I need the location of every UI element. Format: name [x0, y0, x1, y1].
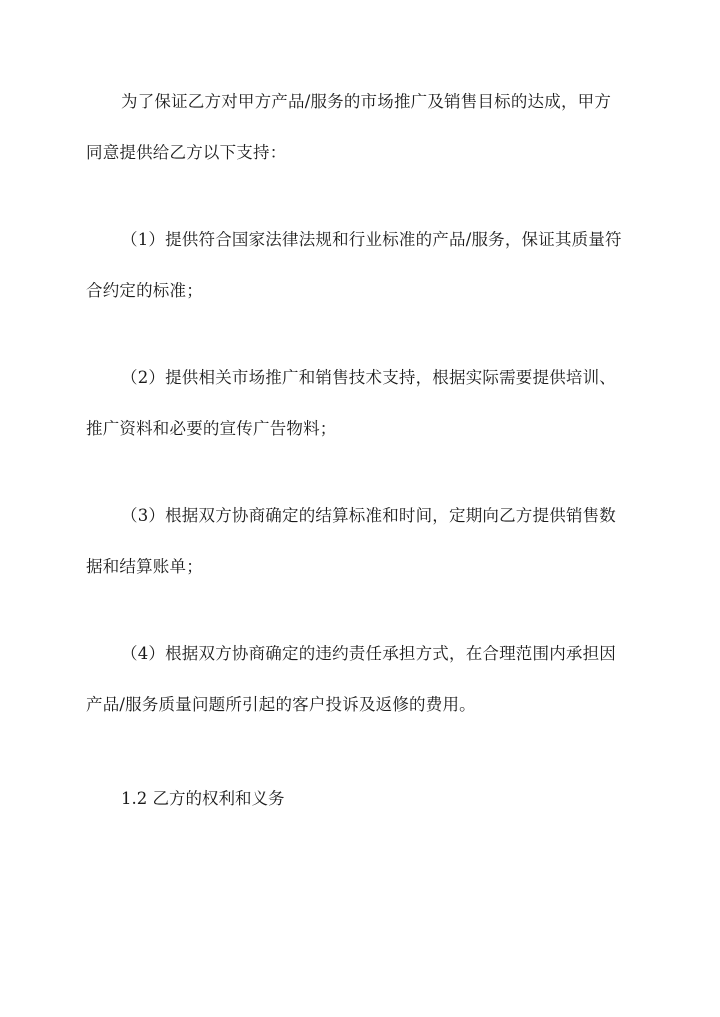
paragraph-intro [86, 76, 634, 178]
paragraph-line: （1）提供符合国家法律法规和行业标准的产品/服务，保证其质量符 [121, 230, 622, 249]
paragraph-line: 合约定的标准； [86, 281, 203, 300]
paragraph-item-3 [86, 490, 634, 592]
paragraph-line: 为了保证乙方对甲方产品/服务的市场推广及销售目标的达成，甲方 [121, 92, 612, 111]
paragraph-line: （3）根据双方协商确定的结算标准和时间，定期向乙方提供销售数 [121, 506, 616, 525]
paragraph-line: 产品/服务质量问题所引起的客户投诉及返修的费用。 [86, 695, 476, 714]
paragraph-line: 据和结算账单； [86, 557, 203, 576]
paragraph-item-4 [86, 628, 634, 730]
paragraph-item-1 [86, 214, 634, 316]
paragraph-line: 同意提供给乙方以下支持： [86, 143, 287, 162]
paragraph-line: （4）根据双方协商确定的违约责任承担方式，在合理范围内承担因 [121, 644, 616, 663]
paragraph-item-2 [86, 352, 634, 454]
section-heading: 1.2 乙方的权利和义务 [121, 789, 285, 808]
paragraph-line: （2）提供相关市场推广和销售技术支持，根据实际需要提供培训、 [121, 368, 616, 387]
paragraph-line: 推广资料和必要的宣传广告物料； [86, 419, 337, 438]
